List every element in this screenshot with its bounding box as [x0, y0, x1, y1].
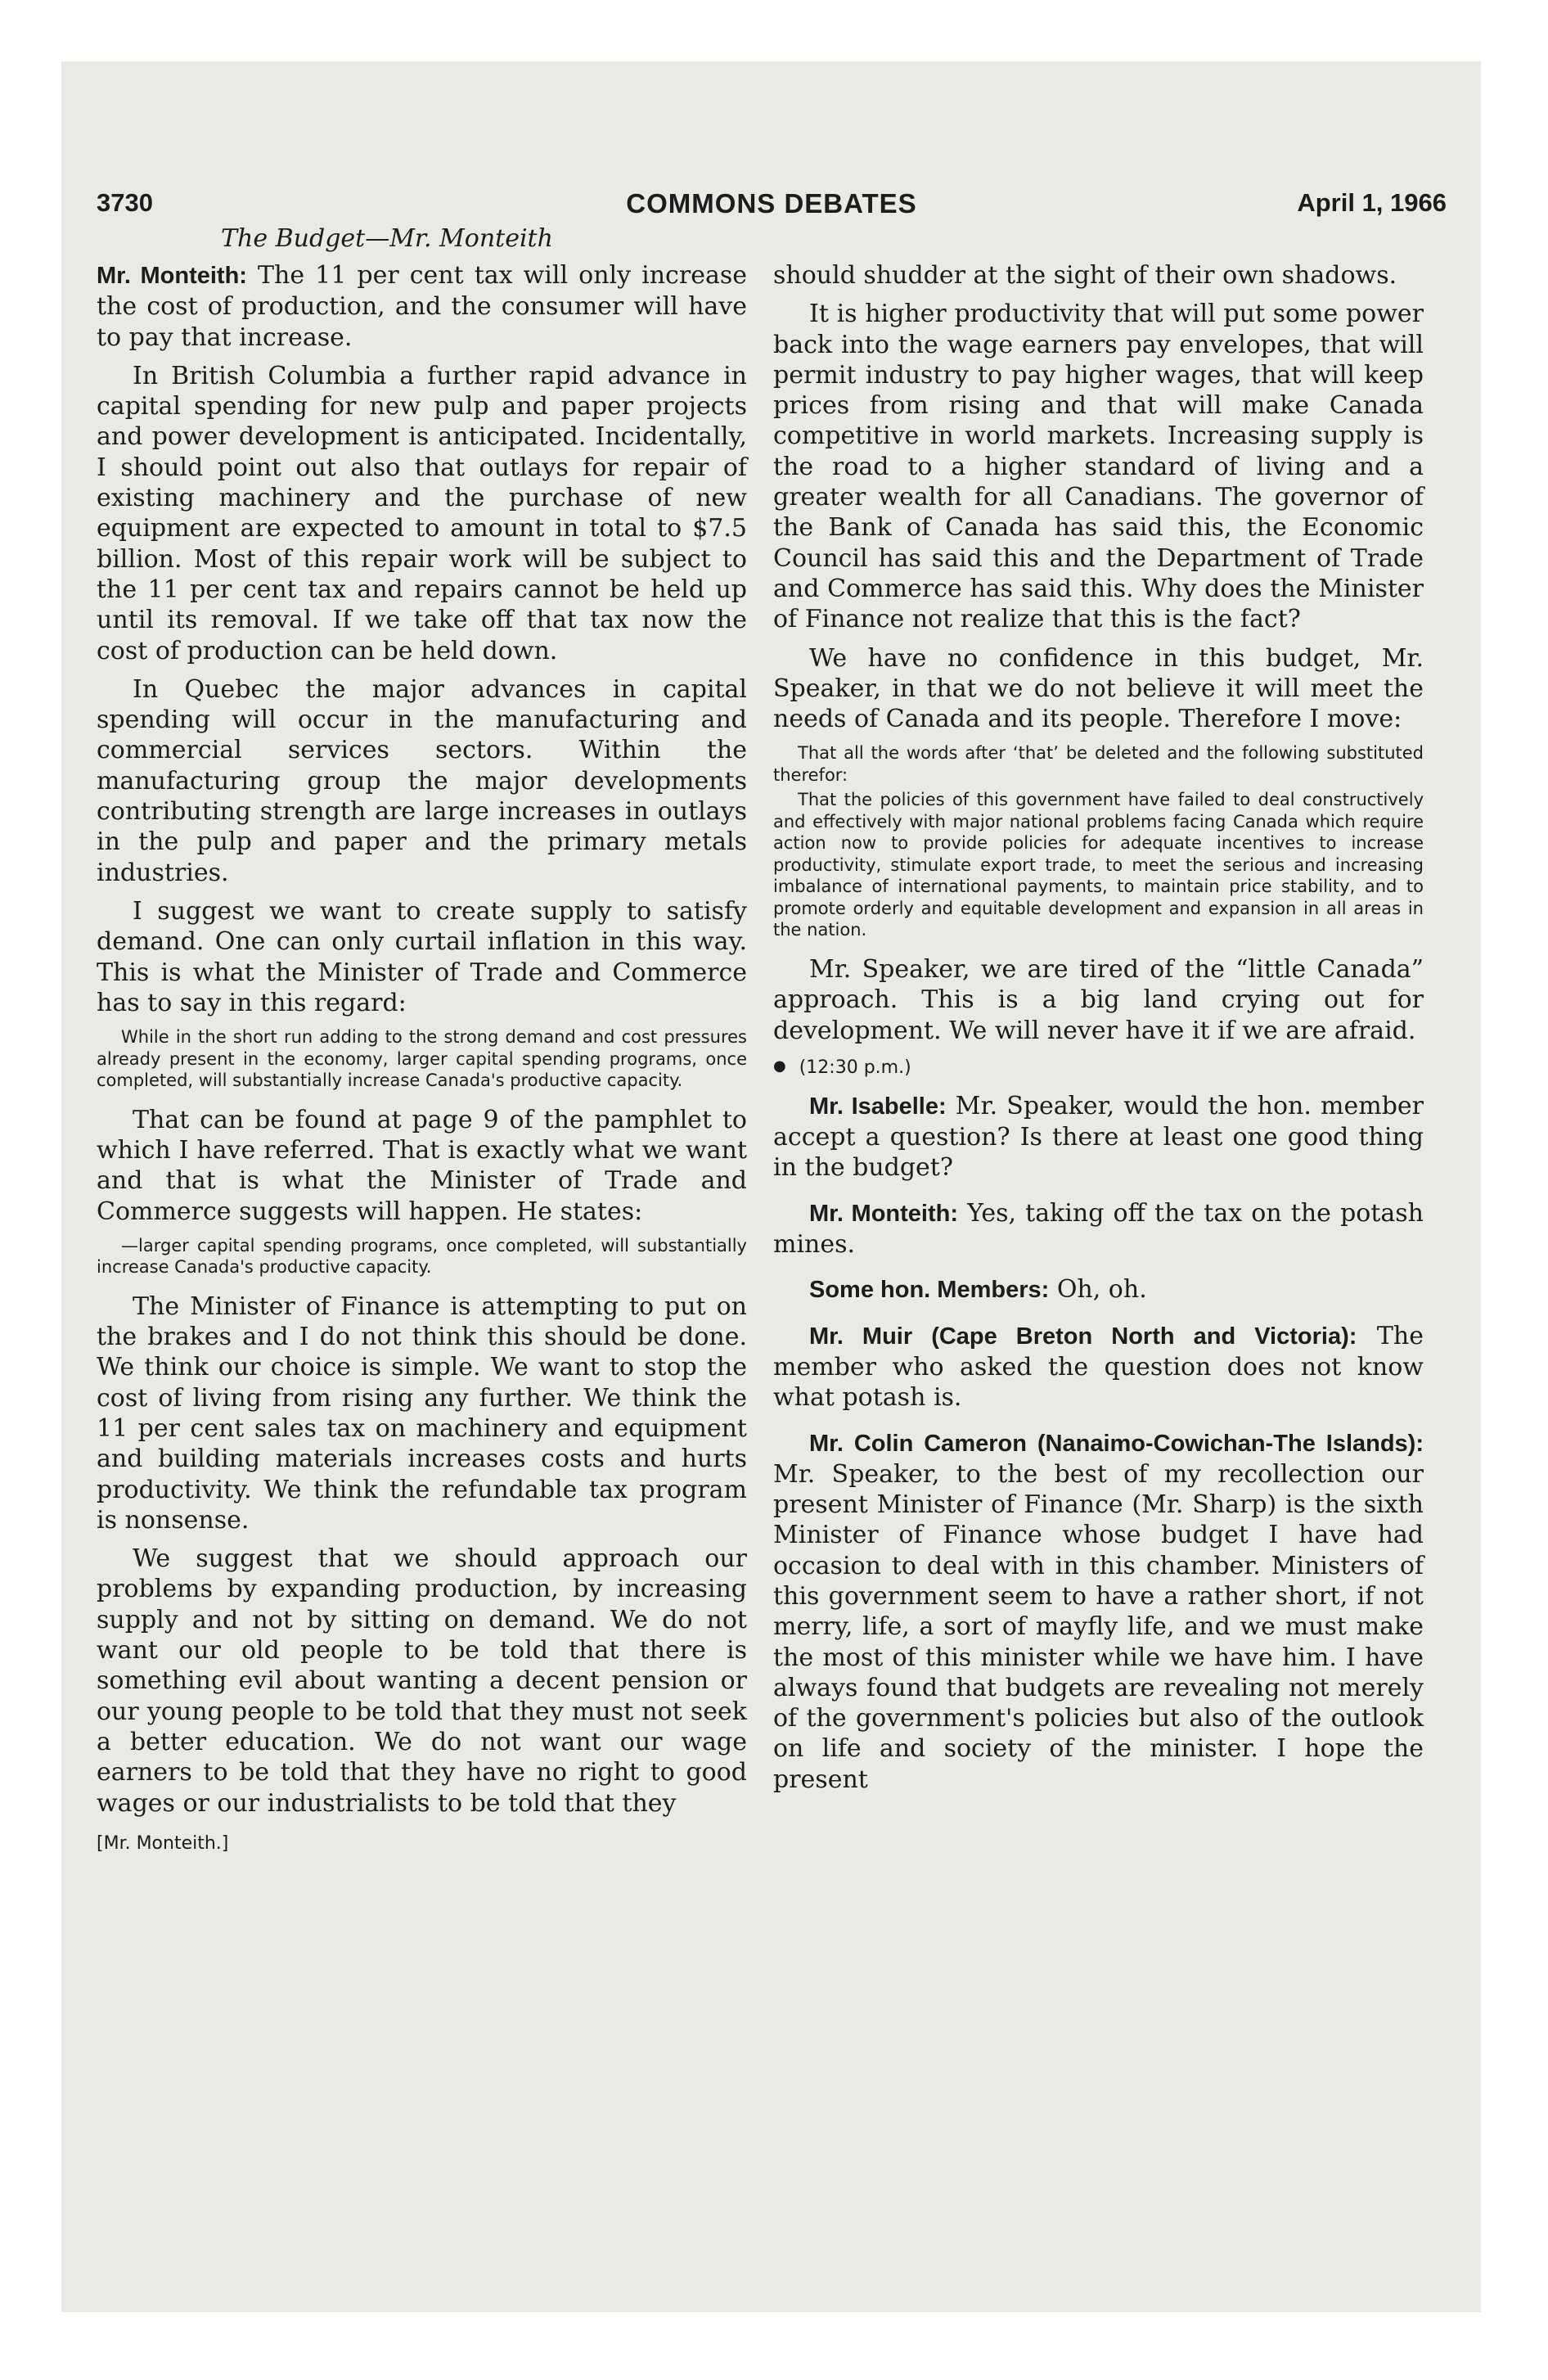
left-column — [97, 260, 747, 1854]
time-marker — [773, 1057, 1424, 1078]
paragraph: In British Columbia a further rapid advance in capital spending for new pulp and paper projects and power development is anticipated. Incidentally, I should point out also that outlays for repair of existing machinery and the purchase of new equipment are expected to amount in total to $7.5 billion. Most of this repair work will be subject to the 11 per cent tax and repairs cannot be held up until its removal. If we take off that tax now the cost of production can be held down. — [97, 361, 747, 665]
paragraph: Mr. Speaker, we are tired of the “little Canada” approach. This is a big land crying out for development. We will never have it if we are afraid. — [773, 954, 1424, 1045]
block-quote: While in the short run adding to the strong demand and cost pressures already present in the economy, larger capital spending programs, once completed, will substantially increase Canada's productive capacity. — [97, 1027, 747, 1091]
time-text: (12:30 p.m.) — [799, 1057, 911, 1078]
speaker-name: Mr. Isabelle: — [809, 1093, 947, 1120]
paragraph — [773, 1428, 1424, 1796]
speech-text: The member who asked the question does not know what potash is. — [773, 1321, 1424, 1413]
paragraph: The Minister of Finance is attempting to put on the brakes and I do not think this should be done. We think our choice is simple. We want to stop the cost of living from rising any further. We think the 11 per cent sales tax on machinery and equipment and building materials increases costs and hurts productivity. We think the refundable tax program is nonsense. — [97, 1291, 747, 1535]
paragraph — [773, 1198, 1424, 1260]
speaker-name: Some hon. Members: — [809, 1277, 1050, 1304]
motion-text: That all the words after ‘that’ be deleted and the following substituted therefor: — [773, 743, 1424, 785]
speech-text: Yes, taking off the tax on the potash mines. — [773, 1198, 1424, 1260]
right-column — [773, 260, 1424, 1803]
speech-text: The 11 per cent tax will only increase the cost of production, and the consumer will have to pay that increase. — [97, 261, 747, 352]
running-head: The Budget—Mr. Monteith — [221, 224, 553, 253]
block-quote: —larger capital spending programs, once completed, will substantially increase Canada's productive capacity. — [97, 1235, 747, 1278]
paragraph: We suggest that we should approach our problems by expanding production, by increasing supply and not by sitting on demand. We do not want our old people to be told that there is something evil about wanting a decent pension or our young people to be told that they must not seek a better education. We do not want our wage earners to be told that they have no right to good wages or our industrialists to be told that they — [97, 1544, 747, 1818]
speech-text: Mr. Speaker, would the hon. member accept a question? Is there at least one good thing in the budget? — [773, 1091, 1424, 1183]
speaker-name: Mr. Monteith: — [809, 1200, 959, 1227]
page-header — [97, 188, 1447, 223]
paragraph: It is higher productivity that will put some power back into the wage earners pay envelopes, that will permit industry to pay higher wages, that will keep prices from rising and that will make Canada competitive in world markets. Increasing supply is the road to a higher standard of living and a greater wealth for all Canadians. The governor of the Bank of Canada has said this, the Economic Council has said this and the Department of Trade and Commerce has said this. Why does the Minister of Finance not realize that this is the fact? — [773, 300, 1424, 634]
speaker-signature: [Mr. Monteith.] — [97, 1832, 229, 1854]
paragraph — [773, 1091, 1424, 1183]
publication-title: COMMONS DEBATES — [626, 188, 917, 219]
paragraph — [773, 1321, 1424, 1413]
page-number: 3730 — [97, 188, 153, 217]
speech-text: Mr. Speaker, to the best of my recollection our present Minister of Finance (Mr. Sharp) is the sixth Minister of Finance whose budget I have had occasion to deal with in this chamber. Ministers of this government seem to have a rather short, if not merry, life, a sort of mayfly life, and we must make the most of this minister while we have him. I have always found that budgets are revealing not merely of the government's policies but also of the outlook on life and society of the minister. I hope the present — [773, 1459, 1424, 1794]
bullet-icon: ● — [773, 1057, 786, 1075]
speaker-name: Mr. Colin Cameron (Nanaimo-Cowichan-The Islands): — [809, 1430, 1424, 1457]
motion-text: That the policies of this government have failed to deal constructively and effectively with major national problems facing Canada which require action now to provide policies for adequate incentives to increase productivity, stimulate export trade, to meet the serious and increasing imbalance of international payments, to maintain price stability, and to promote orderly and equitable development and expansion in all areas in the nation. — [773, 790, 1424, 940]
speaker-name: Mr. Muir (Cape Breton North and Victoria): — [809, 1323, 1357, 1350]
paragraph: We have no confidence in this budget, Mr. Speaker, in that we do not believe it will meet the needs of Canada and its people. Therefore I move: — [773, 643, 1424, 734]
publication-date: April 1, 1966 — [1297, 188, 1447, 217]
paragraph: In Quebec the major advances in capital spending will occur in the manufacturing and commercial services sectors. Within the manufacturing group the major developments contributing strength are large increases in outlays in the pulp and paper and the primary metals industries. — [97, 674, 747, 887]
paragraph: That can be found at page 9 of the pamphlet to which I have referred. That is exactly what we want and that is what the Minister of Trade and Commerce suggests will happen. He states: — [97, 1105, 747, 1226]
speech-text: Oh, oh. — [1049, 1275, 1147, 1305]
paragraph — [97, 260, 747, 353]
paragraph — [773, 1274, 1424, 1305]
paragraph: I suggest we want to create supply to satisfy demand. One can only curtail inflation in this way. This is what the Minister of Trade and Commerce has to say in this regard: — [97, 896, 747, 1017]
speaker-name: Mr. Monteith: — [97, 263, 247, 289]
paragraph: should shudder at the sight of their own shadows. — [773, 261, 1397, 290]
